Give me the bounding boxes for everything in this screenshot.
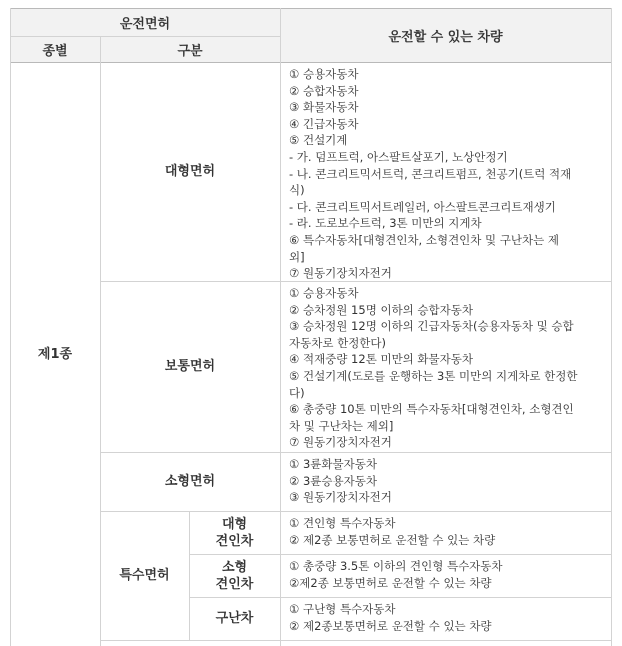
grid-line — [10, 36, 280, 37]
list-item: ⑦ 원동기장치자전거 — [289, 266, 392, 281]
list-item: ⑥ 총중량 10톤 미만의 특수자동차[대형견인차, 소형견인 — [289, 402, 574, 417]
list-item: ② 제2종보통면허로 운전할 수 있는 차량 — [289, 618, 492, 633]
list-item: ① 총중량 3.5톤 이하의 견인형 특수자동차 — [289, 559, 503, 573]
special-license-label: 특수면허 — [119, 568, 170, 583]
list-item: ② 제2종 보통면허로 운전할 수 있는 차량 — [289, 532, 496, 547]
grid-line — [100, 281, 612, 282]
list-item: ① 승용자동차 — [289, 286, 359, 300]
list-item: ① 승용자동차 — [289, 67, 359, 81]
list-item: ④ 적재중량 12톤 미만의 화물자동차 — [289, 352, 473, 367]
normal-license-label: 보통면허 — [164, 359, 216, 374]
wrecker-label: 구난차 — [215, 611, 254, 626]
list-item: ② 승합자동차 — [289, 83, 359, 98]
large-tow-vehicles — [280, 511, 611, 554]
special-license-cell — [100, 511, 189, 640]
wrecker-cell — [189, 597, 280, 640]
list-item: 식) — [289, 183, 305, 198]
header-license — [10, 9, 280, 36]
list-item: 차 및 구난차는 제외] — [289, 418, 394, 433]
list-item: - 가. 덤프트럭, 아스팔트살포기, 노상안정기 — [289, 149, 508, 164]
large-license-vehicles — [280, 62, 611, 281]
small-tow-label-line2: 견인차 — [215, 576, 254, 592]
header-vehicles — [280, 9, 611, 62]
list-item: ⑤ 건설기계(도로를 운행하는 3톤 미만의 지게차로 한정한 — [289, 368, 578, 383]
large-tow-label-line2: 견인차 — [215, 533, 254, 549]
wrecker-vehicles — [280, 597, 611, 640]
list-item: ① 구난형 특수자동차 — [289, 602, 396, 616]
list-item: ④ 긴급자동차 — [289, 116, 359, 131]
list-item: 다) — [289, 385, 305, 400]
grid-line — [10, 8, 11, 646]
list-item: ② 승차정원 15명 이하의 승합자동차 — [289, 302, 473, 317]
small-tow-vehicles — [280, 554, 611, 597]
list-item: 외] — [289, 249, 305, 264]
list-item: ③ 화물자동차 — [289, 100, 359, 115]
grid-line — [189, 554, 612, 555]
grid-line — [100, 36, 101, 646]
large-license-cell — [100, 62, 280, 281]
list-item: ① 3륜화물자동차 — [289, 457, 377, 471]
list-item: ②제2종 보통면허로 운전할 수 있는 차량 — [289, 575, 492, 590]
grid-line — [189, 511, 190, 640]
grid-line — [280, 8, 281, 646]
list-item: ③ 원동기장치자전거 — [289, 490, 392, 505]
list-item: - 라. 도로보수트럭, 3톤 미만의 지게차 — [289, 216, 482, 231]
small-license-vehicles — [280, 452, 611, 511]
list-item: - 나. 콘크리트믹서트럭, 콘크리트펌프, 천공기(트럭 적재 — [289, 166, 572, 181]
class-1-cell — [10, 62, 100, 646]
class-1-label: 제1종 — [37, 346, 73, 362]
header-category-label: 구분 — [177, 43, 203, 59]
small-license-cell — [100, 452, 280, 511]
small-tow-label-line1: 소형 — [221, 559, 248, 575]
small-license-label: 소형면허 — [164, 474, 216, 489]
large-license-label: 대형면허 — [164, 164, 216, 179]
list-item: ① 견인형 특수자동차 — [289, 516, 396, 530]
large-tow-cell — [189, 511, 280, 554]
list-item: ③ 승차정원 12명 이하의 긴급자동차(승용자동차 및 승합 — [289, 319, 574, 334]
grid-line — [100, 511, 612, 512]
list-item: ⑥ 특수자동차[대형견인차, 소형견인차 및 구난차는 제 — [289, 232, 560, 247]
list-item: ② 3륜승용자동차 — [289, 473, 377, 488]
list-item: - 다. 콘크리트믹서트레일러, 아스팔트콘크리트재생기 — [289, 199, 556, 214]
grid-line — [189, 597, 612, 598]
header-type — [10, 36, 100, 62]
grid-line — [10, 8, 612, 9]
list-item: 자동차로 한정한다) — [289, 335, 387, 350]
header-category — [100, 36, 280, 62]
grid-line — [611, 8, 612, 646]
list-item: ⑦ 원동기장치자전거 — [289, 435, 392, 450]
header-type-label: 종별 — [42, 43, 68, 59]
large-tow-label-line1: 대형 — [221, 516, 248, 532]
grid-line — [100, 452, 612, 453]
grid-line — [100, 640, 612, 641]
normal-license-vehicles — [280, 281, 611, 452]
header-vehicles-label: 운전할 수 있는 차량 — [388, 30, 503, 45]
small-tow-cell — [189, 554, 280, 597]
list-item: ⑤ 건설기계 — [289, 133, 348, 148]
normal-license-cell — [100, 281, 280, 452]
header-license-label: 운전면허 — [119, 17, 171, 32]
